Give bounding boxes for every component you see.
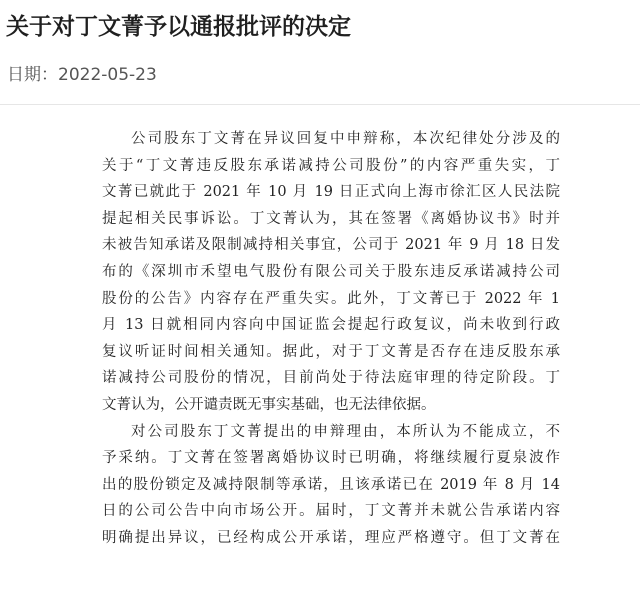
header-divider: [0, 104, 640, 105]
body-line: 复议听证时间相关通知。据此，对于丁文菁是否存在违反股东承: [102, 343, 560, 360]
body-line: 对公司股东丁文菁提出的申辩理由，本所认为不能成立，不: [131, 423, 560, 440]
date-value: 2022-05-23: [58, 65, 157, 85]
body-line: 文菁认为，公开谴责既无事实基础，也无法律依据。: [102, 396, 436, 413]
article-body: [102, 126, 560, 552]
article-title: 关于对丁文菁予以通报批评的决定: [6, 14, 351, 40]
body-line: 诺减持公司股份的情况，目前尚处于待法庭审理的待定阶段。丁: [102, 370, 560, 387]
body-line: 布的《深圳市禾望电气股份有限公司关于股东违反承诺减持公司: [102, 263, 560, 280]
body-line: 股份的公告》内容存在严重失实。此外，丁文菁已于 2022 年 1: [102, 290, 560, 307]
body-line: 月 13 日就相同内容向中国证监会提起行政复议，尚未收到行政: [102, 317, 560, 334]
body-line: 予采纳。丁文菁在签署离婚协议时已明确，将继续履行夏泉波作: [102, 450, 560, 467]
body-line: 关于“丁文菁违反股东承诺减持公司股份”的内容严重失实，丁: [102, 157, 560, 174]
body-line: 文菁已就此于 2021 年 10 月 19 日正式向上海市徐汇区人民法院: [102, 184, 560, 201]
body-line: 明确提出异议，已经构成公开承诺，理应严格遵守。但丁文菁在: [102, 529, 560, 546]
body-line: 出的股份锁定及减持限制等承诺，且该承诺已在 2019 年 8 月 14: [102, 476, 560, 493]
body-line: 日的公司公告中向市场公开。届时，丁文菁并未就公告承诺内容: [102, 503, 560, 520]
body-line: 公司股东丁文菁在异议回复中申辩称，本次纪律处分涉及的: [131, 131, 560, 147]
body-line: 提起相关民事诉讼。丁文菁认为，其在签署《离婚协议书》时并: [102, 210, 560, 227]
date-label: 日期：: [7, 65, 58, 85]
article-date: [7, 62, 157, 88]
body-line: 未被告知承诺及限制减持相关事宜，公司于 2021 年 9 月 18 日发: [102, 237, 560, 254]
